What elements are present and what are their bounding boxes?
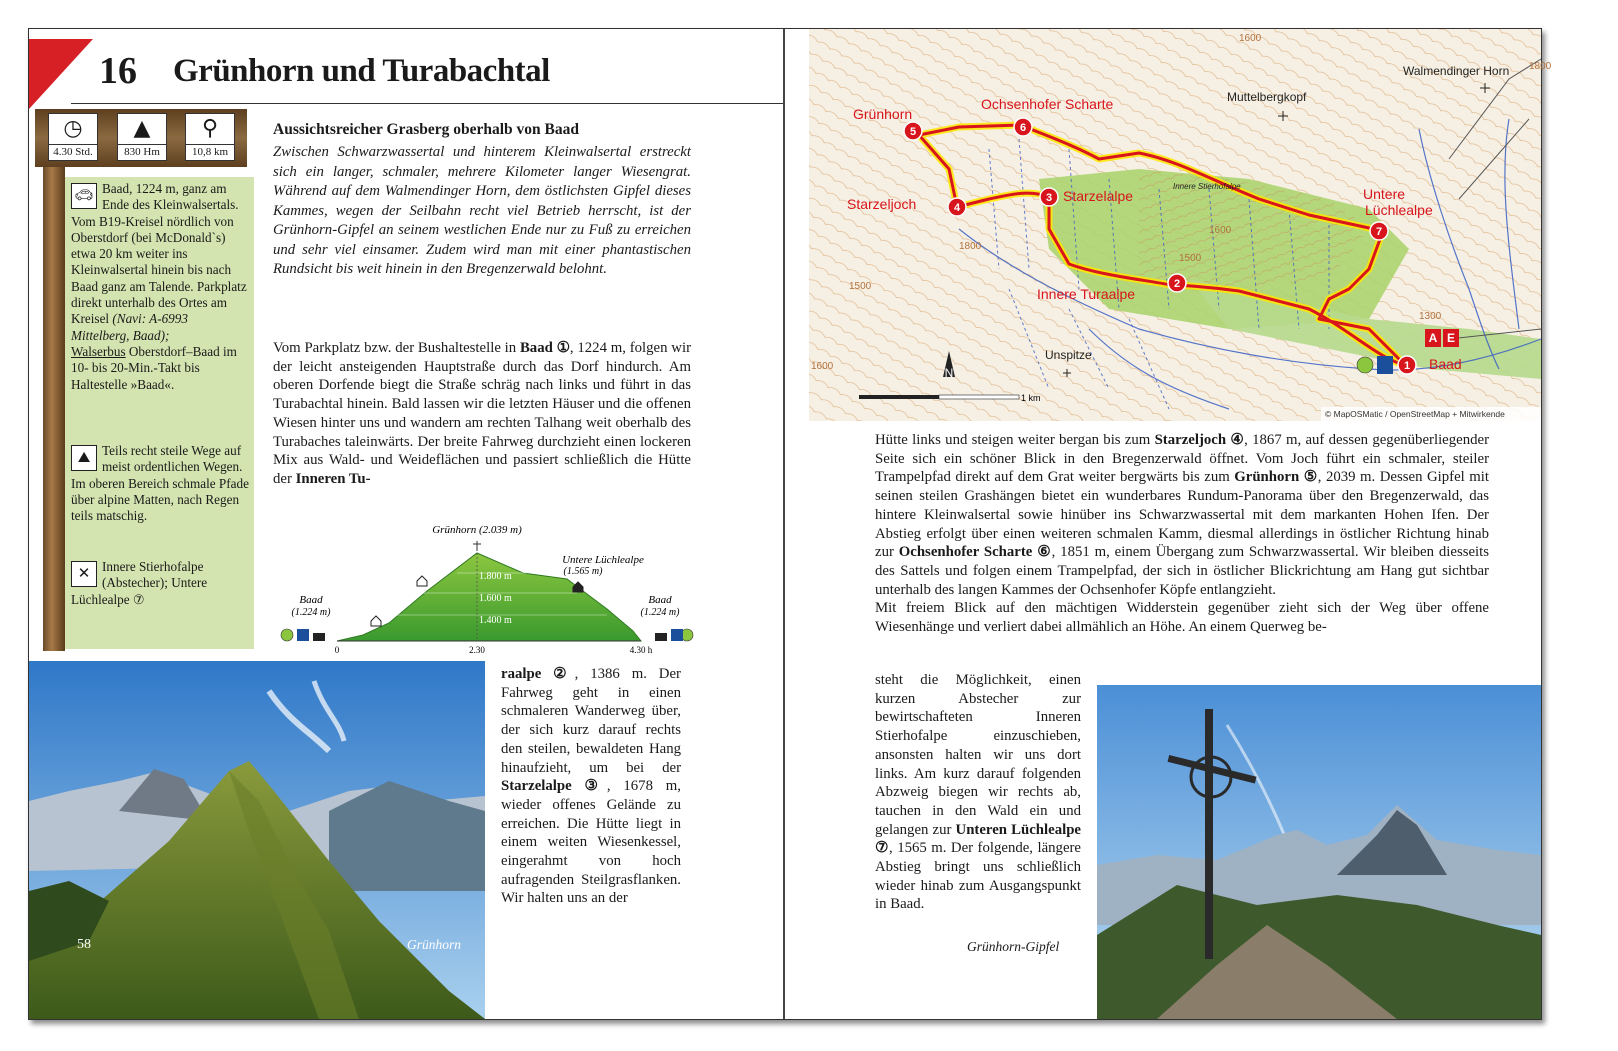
hiker-icon: ⛰: [71, 445, 97, 471]
lede-heading: Aussichtsreicher Grasberg oberhalb von Baad: [273, 121, 579, 138]
profile-tick-mid: 2.30: [469, 645, 485, 655]
elevation-profile: [277, 521, 697, 657]
profile-hut: Untere Lüchlealpe: [562, 554, 644, 566]
waypoint-2[interactable]: [1168, 274, 1186, 292]
bus-link[interactable]: Walserbus: [71, 343, 126, 359]
bus-text: Oberstdorf–Baad im 10- bis 20-Min.-Takt bis Haltestelle »Baad«.: [71, 343, 237, 392]
label-gruenhorn: Grünhorn: [853, 106, 913, 122]
waypoint-gruenhorn: Grünhorn ⑤: [1234, 469, 1318, 486]
photo-caption-left: Grünhorn: [407, 937, 462, 952]
header-rule: [71, 103, 783, 104]
photo-gruenhorn: [29, 661, 485, 1019]
profile-end: Baad: [648, 594, 672, 606]
distance-value: 10,8 km: [185, 145, 235, 161]
waypoint-starzelalpe: Starzelalpe ③: [501, 778, 607, 795]
svg-text:1 km: 1 km: [1021, 393, 1041, 403]
waypoint-1[interactable]: [1398, 356, 1416, 374]
profile-band-1400: 1.400 m: [479, 615, 512, 626]
label-muttelbergkopf: Muttelbergkopf: [1227, 90, 1307, 104]
tour-number: 16: [99, 50, 137, 92]
svg-text:6: 6: [1019, 122, 1027, 134]
profile-tick-0: 0: [334, 645, 340, 655]
ascent-value: 830 Hm: [117, 145, 167, 161]
book-gutter: [783, 29, 785, 1019]
svg-text:N: N: [944, 366, 954, 380]
page-number: 58: [77, 937, 91, 952]
label-starzeljoch: Starzeljoch: [847, 196, 917, 212]
svg-text:1800: 1800: [1529, 61, 1552, 72]
map-credit: © MapOSMatic / OpenStreetMap + Mitwirkende: [1325, 409, 1505, 419]
svg-text:1: 1: [1403, 360, 1411, 372]
svg-text:A: A: [1428, 331, 1438, 345]
waypoint-luechlealpe: Unteren Lüchlealpe ⑦: [875, 821, 1082, 857]
lede-text: Zwischen Schwarzwassertal und hinterem Kleinwalsertal erstreckt sich ein langer, schmaler, mehrere Kilometer langer Wiesengrat. Während auf dem Walmendinger Horn, dem östlichsten Gipfel dieses Kammes, wegen der Seilbahn recht viel Betrieb herrscht, ist der Grünhorn-Gipfel an seinem westlichen Ende nur zu Fuß zu erreichen und sehr viel einsamer. Zudem wird man mit einer phantastischen Rundsicht bis weit hinein in den Bregenzerwald belohnt.: [273, 144, 691, 277]
body-column-4: steht die Möglichkeit, einen kurzen Abstecher zur bewirtschafteten Inneren Stierhofalpe einzuschieben, ansonsten halten wir uns dort links. Am kurz darauf folgenden Abzweig biegen wir rechts ab, tauchen in den Wald ein und gelangen zur Unteren Lüchlealpe ⑦, 1565 m. Der folgende, längere Abstieg bringt uns schließlich wieder hinab zum Ausgangspunkt in Baad.: [875, 672, 1082, 913]
page-title: Grünhorn und Turabachtal: [173, 53, 550, 89]
waypoint-3[interactable]: [1040, 188, 1058, 206]
svg-text:1800: 1800: [959, 241, 982, 252]
label-untere: Untere: [1363, 186, 1406, 202]
body-column-1: Vom Parkplatz bzw. der Bushaltestelle in Baad ①, 1224 m, folgen wir der leicht ansteigenden Hauptstraße durch das Dorf hindurch. Am oberen Dorfende biegt die Straße schräg nach links und führt in das Turabachtal hinein. Bald lassen wir die letzten Häuser und die offenen Wiesen hinter uns und wandern am rechten Talhang weit oberhalb des Turabaches taleinwärts. Der breite Fahrweg durchzieht einen lockeren Mix aus Wald- und Weideflächen und passiert schließlich die Hütte der Inneren Tu-: [273, 340, 691, 487]
svg-text:5: 5: [909, 126, 917, 138]
svg-text:7: 7: [1375, 226, 1383, 238]
red-corner-marker: [29, 39, 93, 109]
hikers-icon: ⚲: [185, 113, 235, 145]
signpost: [43, 111, 65, 651]
stats-bar: [35, 109, 247, 167]
waypoint-turaalpe: Inneren Tu-: [295, 470, 371, 487]
svg-text:1600: 1600: [1209, 225, 1232, 236]
navi-text: (Navi: A-6993 Mittelberg, Baad);: [71, 311, 188, 343]
svg-text:4: 4: [953, 202, 961, 214]
book-spread: [28, 28, 1552, 1020]
profile-hut-elev: (1.565 m): [563, 566, 603, 577]
approach-text: Baad, 1224 m, ganz am Ende des Kleinwalsertals. Vom B19-Kreisel nördlich von Oberstdorf (bei McDonald`s) etwa 20 km weiter ins Kleinwalsertal hinein bis nach Baad ganz am Talende. Parkplatz direkt unterhalb des Ortes am Kreisel: [71, 181, 247, 327]
label-innere-turaalpe: Innere Turaalpe: [1037, 286, 1136, 302]
label-luechlealpe: Lüchlealpe: [1365, 202, 1433, 218]
svg-text:2: 2: [1173, 278, 1181, 290]
mountain-icon: ▲: [117, 113, 167, 145]
svg-text:E: E: [1446, 331, 1456, 345]
cutlery-icon: ✕: [71, 561, 97, 587]
info-path: [71, 443, 249, 524]
path-text: Teils recht steile Wege auf meist ordentlichen Wegen. Im oberen Bereich schmale Pfade über alpine Matten, nach Regen teils matschig.: [71, 443, 249, 524]
profile-band-1800: 1.800 m: [479, 571, 512, 582]
label-unspitze: Unspitze: [1045, 348, 1092, 362]
profile-end-elev: (1.224 m): [640, 607, 680, 618]
ascent-stat: [117, 113, 167, 161]
label-ochsenhofer: Ochsenhofer Scharte: [981, 96, 1114, 112]
body-column-3: Hütte links und steigen weiter bergan bis zum Starzeljoch ④, 1867 m, auf dessen gegenüberliegender Seite sich ein schöner Blick in den Bregenzerwald öffnet. Vom Joch führt ein schmaler, steiler Trampelpfad direkt auf dem Grat weiter bergwärts bis zum Grünhorn ⑤, 2039 m. Dessen Gipfel mit seinen steilen Grashängen bietet ein wunderbares Rundum-Panorama über den Bregenzerwald, das hintere Kleinwalsertal sowie hinüber ins Schwarzwassertal mit dem markanten Hohen Ifen. Der Abstieg erfolgt über einen weiteren schmalen Kamm, diesmal allerdings in östlicher Richtung hinab zur Ochsenhofer Scharte ⑥, 1851 m, einem Übergang zum Schwarzwassertal. Wir bleiben diesseits des Sattels und folgen einem Trampelpfad, der sich in östlicher Blickrichtung am Hang gut sichtbar unterhalb des langen Kammes der Ochsenhofer Köpfe entlangzieht. Mit freiem Blick auf den mächtigen Widderstein gegenüber zieht sich der Weg über offene Wiesenhänge und verliert dabei allmählich an Höhe. An einem Querweg be-: [875, 432, 1490, 636]
car-icon: 🚗︎: [71, 183, 97, 209]
svg-text:1600: 1600: [1239, 33, 1262, 44]
food-text: Innere Stierhofalpe (Abstecher); Untere Lüchlealpe ⑦: [71, 559, 208, 607]
label-baad: Baad: [1429, 356, 1462, 372]
waypoint-6[interactable]: [1014, 118, 1032, 136]
waypoint-7[interactable]: [1370, 222, 1388, 240]
photo-gruenhorn-gipfel: [1097, 685, 1541, 1019]
svg-text:1500: 1500: [849, 281, 872, 292]
profile-start-elev: (1.224 m): [291, 607, 331, 618]
duration-value: 4.30 Std.: [48, 145, 98, 161]
profile-band-1600: 1.600 m: [479, 593, 512, 604]
route-map: [809, 29, 1552, 421]
label-walmendinger: Walmendinger Horn: [1403, 64, 1510, 78]
distance-stat: [185, 113, 235, 161]
svg-text:1600: 1600: [811, 361, 834, 372]
profile-start: Baad: [299, 594, 323, 606]
waypoint-5[interactable]: [904, 122, 922, 140]
svg-text:1500: 1500: [1179, 253, 1202, 264]
svg-text:3: 3: [1045, 192, 1053, 204]
profile-tick-end: 4.30 h: [629, 645, 653, 655]
waypoint-baad: Baad ①: [519, 340, 570, 356]
waypoint-ochsenhofer: Ochsenhofer Scharte ⑥: [898, 544, 1052, 561]
label-stierhofalpe: Innere Stierhofalpe: [1173, 182, 1241, 191]
waypoint-4[interactable]: [948, 198, 966, 216]
duration-stat: [48, 113, 98, 161]
waypoint-turaalpe-cont: raalpe ②: [501, 666, 575, 682]
photo-caption-right: Grünhorn-Gipfel: [967, 939, 1060, 954]
profile-summit: Grünhorn (2.039 m): [432, 524, 522, 536]
info-food: [71, 559, 249, 608]
info-approach: [71, 181, 249, 393]
clock-icon: ◷: [48, 113, 98, 145]
waypoint-starzeljoch: Starzeljoch ④: [1154, 432, 1245, 448]
svg-text:1300: 1300: [1419, 311, 1442, 322]
body-column-2: raalpe ②, 1386 m. Der Fahrweg geht in einen schmaleren Wanderweg über, der sich kurz darauf rechts den steilen, bewaldeten Hang hinaufzieht, um bei der Starzelalpe ③, 1678 m, wieder offenes Gelände zu erreichen. Die Hütte liegt in einem weiten Wiesenkessel, eingerahmt von hoch aufragenden Steilgrasflanken. Wir halten uns an der: [501, 666, 682, 907]
label-starzelalpe: Starzelalpe: [1063, 188, 1134, 204]
